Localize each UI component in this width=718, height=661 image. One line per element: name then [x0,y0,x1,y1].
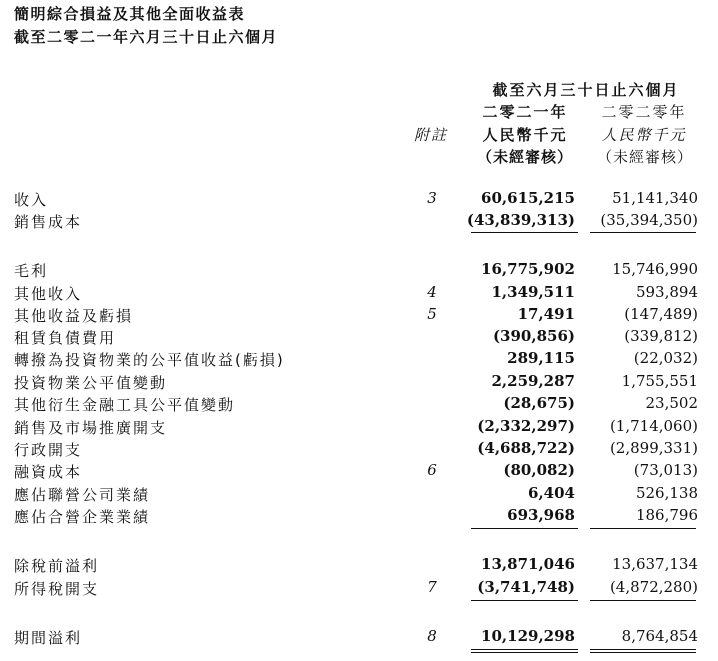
table-row [0,394,718,416]
row-value-2021: 693,968 [507,506,575,524]
row-value-2021: 1,349,511 [491,283,575,301]
row-label: 應佔合營企業業績 [14,508,151,526]
row-value-2021: 6,404 [528,484,575,502]
row-label: 期間溢利 [14,629,83,647]
row-label: 租賃負債費用 [14,329,117,347]
subtotal-rule [471,600,578,601]
statement-period: 截至二零二一年六月三十日止六個月 [14,28,279,46]
row-value-2021: 289,115 [507,349,575,367]
row-label: 其他收益及虧損 [14,307,134,325]
subtotal-rule [590,528,696,529]
row-label: 轉撥為投資物業的公平值收益(虧損) [14,351,285,369]
total-double-rule [471,649,578,650]
table-row [0,484,718,506]
header-note-label: 附註 [414,126,449,144]
table-row [0,439,718,461]
row-note: 8 [427,627,437,645]
row-value-2020: (73,013) [633,461,698,479]
row-value-2020: 526,138 [635,484,698,502]
row-label: 所得稅開支 [14,580,100,598]
subtotal-rule [471,528,578,529]
row-value-2021: (2,332,297) [477,417,575,435]
table-row [0,506,718,528]
row-label: 應佔聯營公司業績 [14,486,151,504]
row-label: 銷售成本 [14,213,83,231]
row-value-2021: 2,259,287 [491,372,575,390]
row-value-2020: (35,394,350) [600,211,698,229]
header-col2-audit: （未經審核） [596,148,693,166]
row-value-2020: 186,796 [635,506,698,524]
row-label: 融資成本 [14,463,83,481]
row-label: 其他衍生金融工具公平值變動 [14,396,236,414]
table-row [0,260,718,282]
row-value-2021: 16,775,902 [481,260,575,278]
row-label: 收入 [14,191,49,209]
header-col2-year: 二零二零年 [601,103,687,121]
row-value-2021: (4,688,722) [477,439,575,457]
row-label: 銷售及市場推廣開支 [14,419,168,437]
row-value-2020: 51,141,340 [612,189,698,207]
row-value-2020: (22,032) [633,349,698,367]
row-value-2020: (339,812) [624,327,698,345]
header-period: 截至六月三十日止六個月 [492,81,680,99]
row-note: 6 [427,461,437,479]
row-value-2021: 17,491 [517,305,575,323]
row-value-2020: (2,899,331) [609,439,698,457]
row-value-2021: (390,856) [492,327,575,345]
table-row [0,372,718,394]
row-value-2020: 8,764,854 [621,627,698,645]
row-label: 行政開支 [14,441,83,459]
row-label: 除稅前溢利 [14,557,100,575]
table-row [0,578,718,600]
table-row [0,461,718,483]
total-double-rule [590,649,696,650]
row-value-2021: (80,082) [503,461,575,479]
row-value-2021: (28,675) [503,394,575,412]
row-value-2020: (4,872,280) [609,578,698,596]
row-label: 其他收入 [14,285,83,303]
table-row [0,305,718,327]
row-note: 3 [427,189,437,207]
row-value-2020: 23,502 [645,394,698,412]
row-value-2020: (147,489) [624,305,698,323]
row-value-2021: 13,871,046 [481,555,575,573]
row-value-2020: 13,637,134 [612,555,698,573]
row-label: 毛利 [14,262,49,280]
statement-title: 簡明綜合損益及其他全面收益表 [14,5,246,23]
table-row [0,627,718,649]
row-value-2020: (1,714,060) [609,417,698,435]
total-double-rule [471,652,578,653]
row-value-2021: (43,839,313) [466,211,575,229]
table-row [0,283,718,305]
row-value-2020: 593,894 [635,283,698,301]
header-col2-currency: 人民幣千元 [601,126,687,144]
subtotal-rule [471,232,578,233]
header-col1-currency: 人民幣千元 [482,126,568,144]
row-note: 4 [427,283,437,301]
subtotal-rule [590,600,696,601]
subtotal-rule [590,232,696,233]
table-row [0,327,718,349]
table-row [0,189,718,211]
row-value-2020: 1,755,551 [621,372,698,390]
header-col1-audit: （未經審核） [476,148,573,166]
table-row [0,417,718,439]
row-value-2021: 60,615,215 [481,189,575,207]
row-value-2021: 10,129,298 [481,627,575,645]
header-col1-year: 二零二一年 [482,103,568,121]
table-row [0,211,718,233]
row-note: 7 [427,578,437,596]
row-note: 5 [427,305,437,323]
row-value-2020: 15,746,990 [612,260,698,278]
table-row [0,349,718,371]
row-value-2021: (3,741,748) [477,578,575,596]
total-double-rule [590,652,696,653]
row-label: 投資物業公平值變動 [14,374,168,392]
table-row [0,555,718,577]
